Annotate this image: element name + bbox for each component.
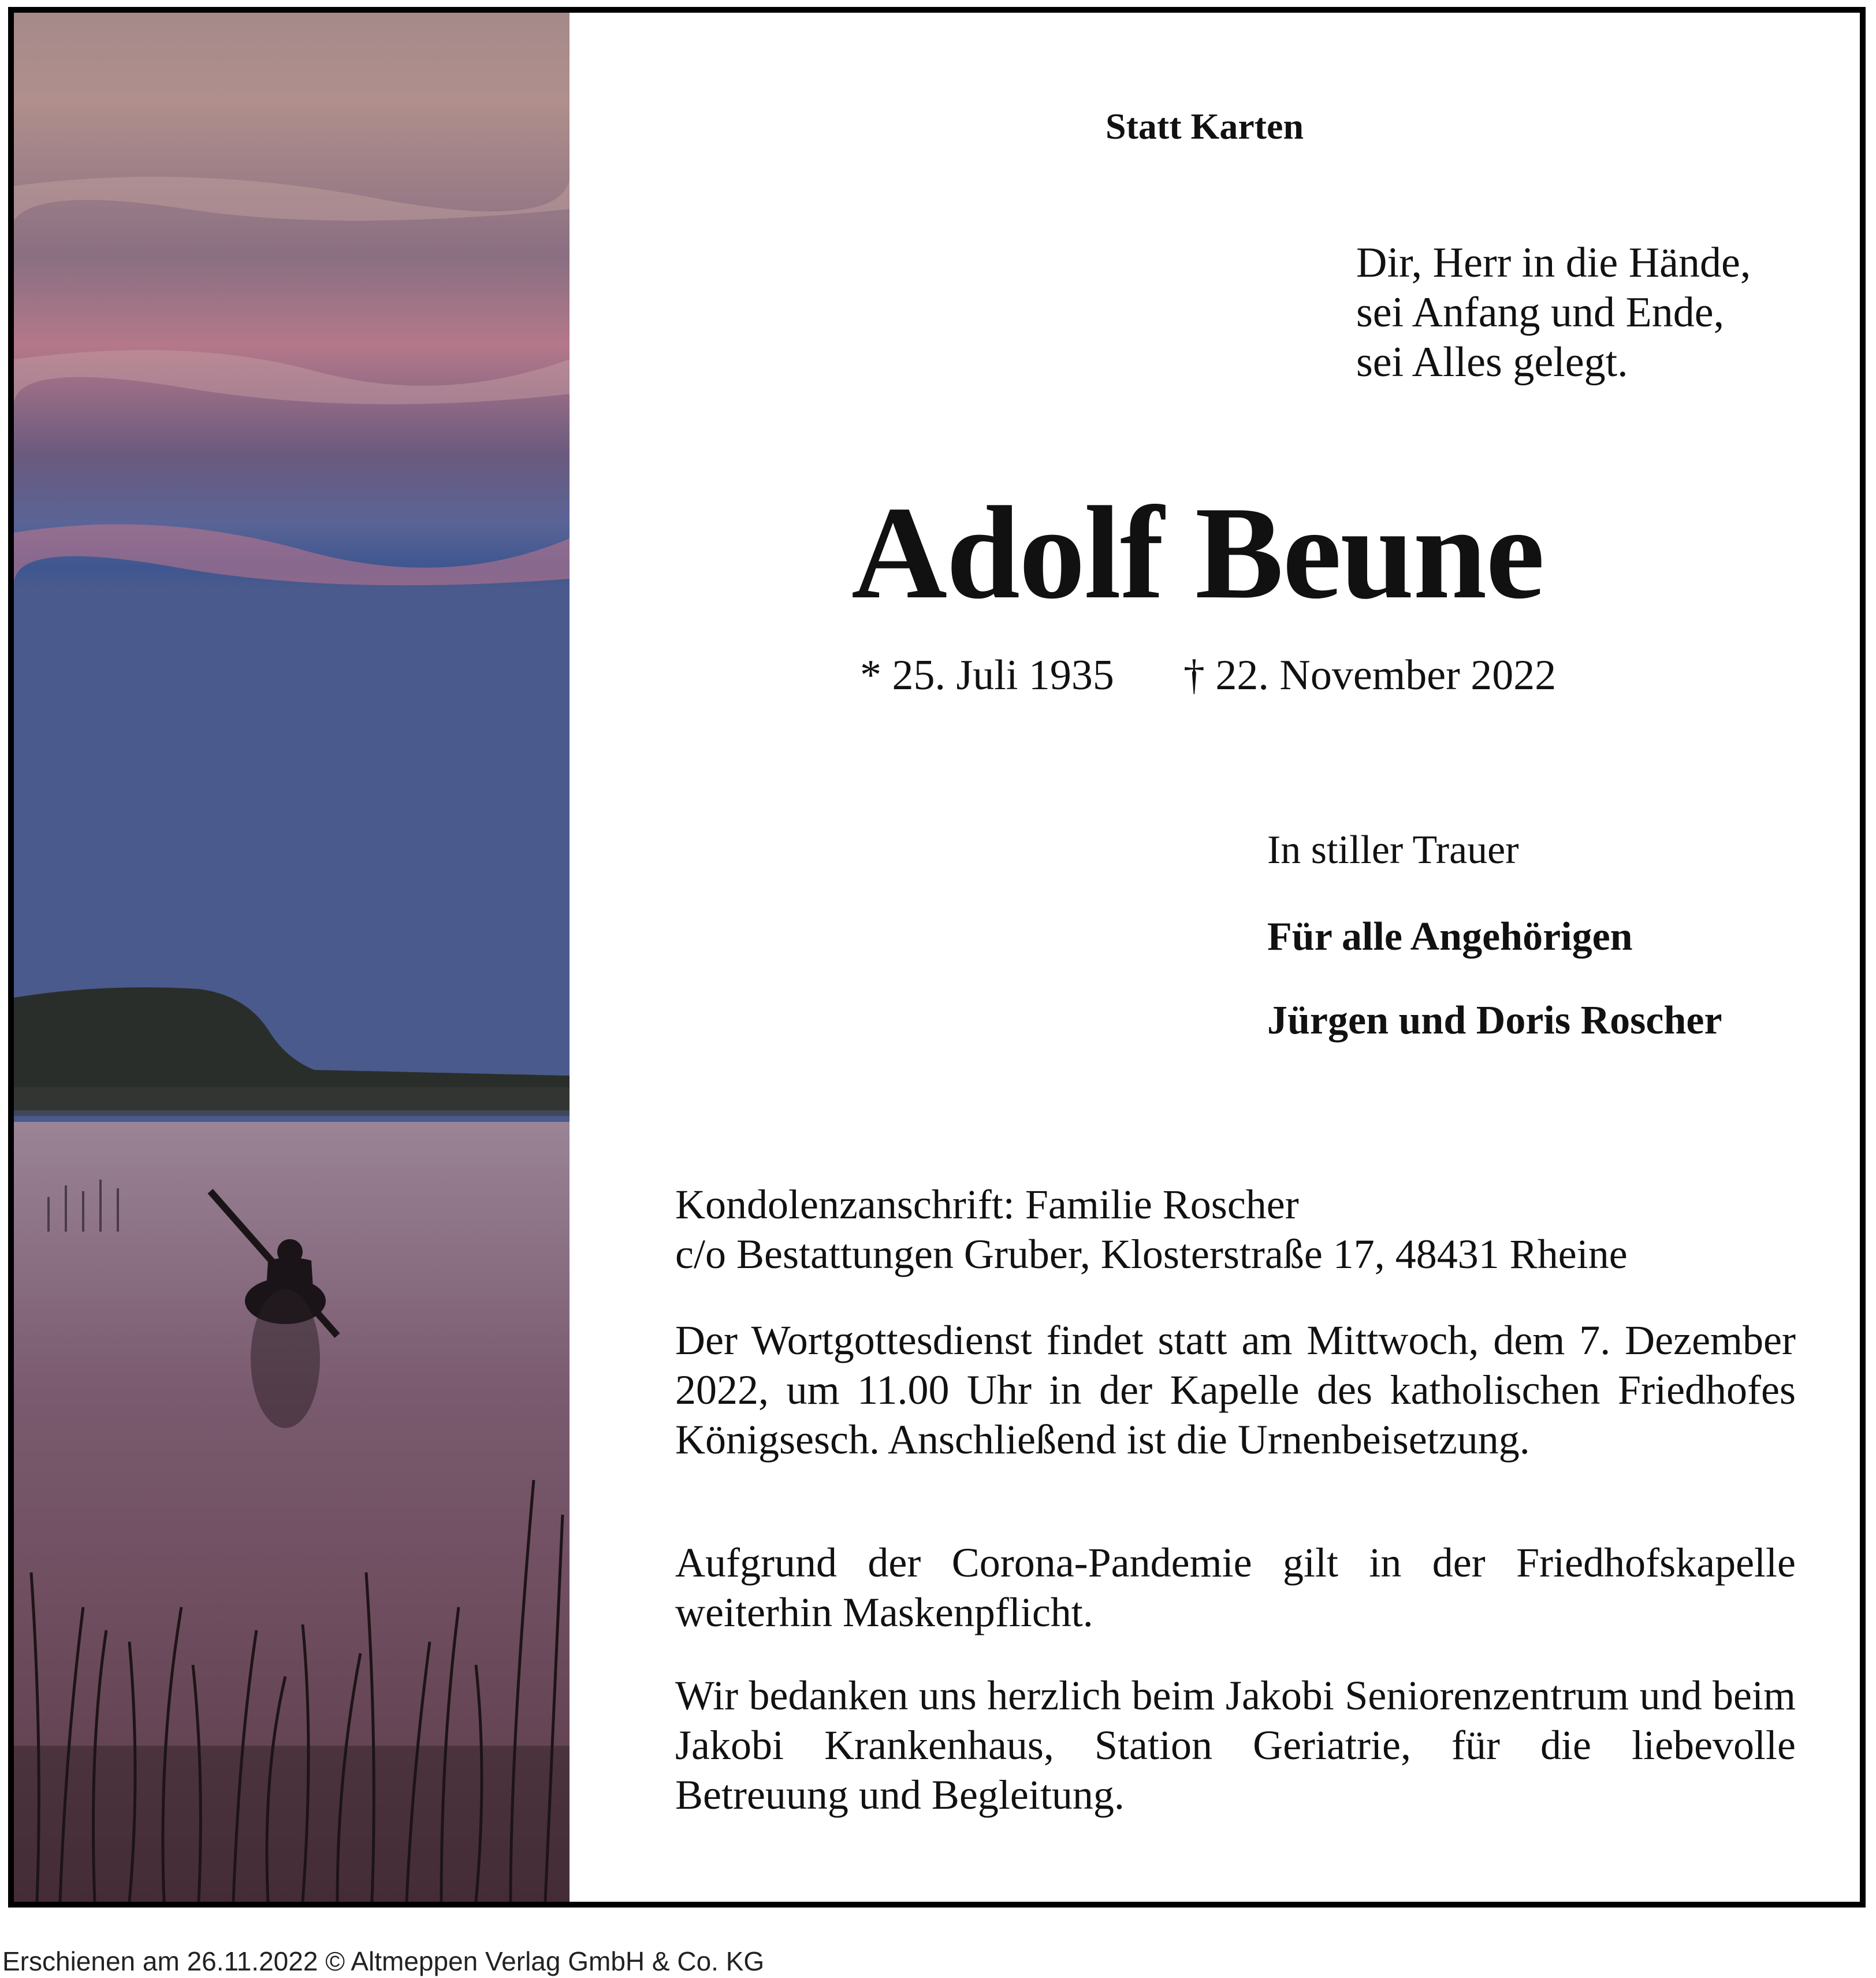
publication-footer: Erschienen am 26.11.2022 © Altmeppen Verlag GmbH & Co. KG <box>2 1946 765 1976</box>
service-paragraph: Der Wortgottesdienst findet statt am Mittwoch, dem 7. Dezember 2022, um 11.00 Uhr in der Kapelle des katholischen Friedhofes Königsesch. Anschließend ist die Urnenbeisetzung. <box>675 1317 1796 1463</box>
corona-paragraph: Aufgrund der Corona-Pandemie gilt in der Friedhofskapelle weiterhin Maskenpflicht. <box>675 1540 1796 1635</box>
verse-line: sei Anfang und Ende, <box>1356 289 1725 336</box>
verse-line: sei Alles gelegt. <box>1356 339 1628 386</box>
birth-date: * 25. Juli 1935 <box>860 652 1114 699</box>
thanks-paragraph: Wir bedanken uns herzlich beim Jakobi Seniorenzentrum und beim Jakobi Krankenhaus, Station Geriatrie, für die liebevolle Betreuung und Begleitung. <box>675 1672 1796 1818</box>
verse <box>1356 238 1751 387</box>
in-grief-text: In stiller Trauer <box>1267 828 1519 872</box>
relatives-text: Für alle Angehörigen <box>1267 914 1633 959</box>
verse-line: Dir, Herr in die Hände, <box>1356 239 1751 287</box>
condolence-line: Kondolenzanschrift: Familie Roscher <box>675 1181 1299 1228</box>
condolence-line: c/o Bestattungen Gruber, Klosterstraße 17, 48431 Rheine <box>675 1231 1628 1277</box>
photo-illustration <box>14 13 570 1902</box>
sunset-kayak-photo <box>14 13 570 1902</box>
obituary-notice <box>8 7 1866 1908</box>
death-date: † 22. November 2022 <box>1183 652 1557 699</box>
life-dates <box>860 651 1556 700</box>
mourner-names: Jürgen und Doris Roscher <box>1267 998 1722 1043</box>
condolence-address <box>675 1180 1796 1279</box>
deceased-name: Adolf Beune <box>851 479 1544 626</box>
statt-karten-heading: Statt Karten <box>1106 106 1304 147</box>
